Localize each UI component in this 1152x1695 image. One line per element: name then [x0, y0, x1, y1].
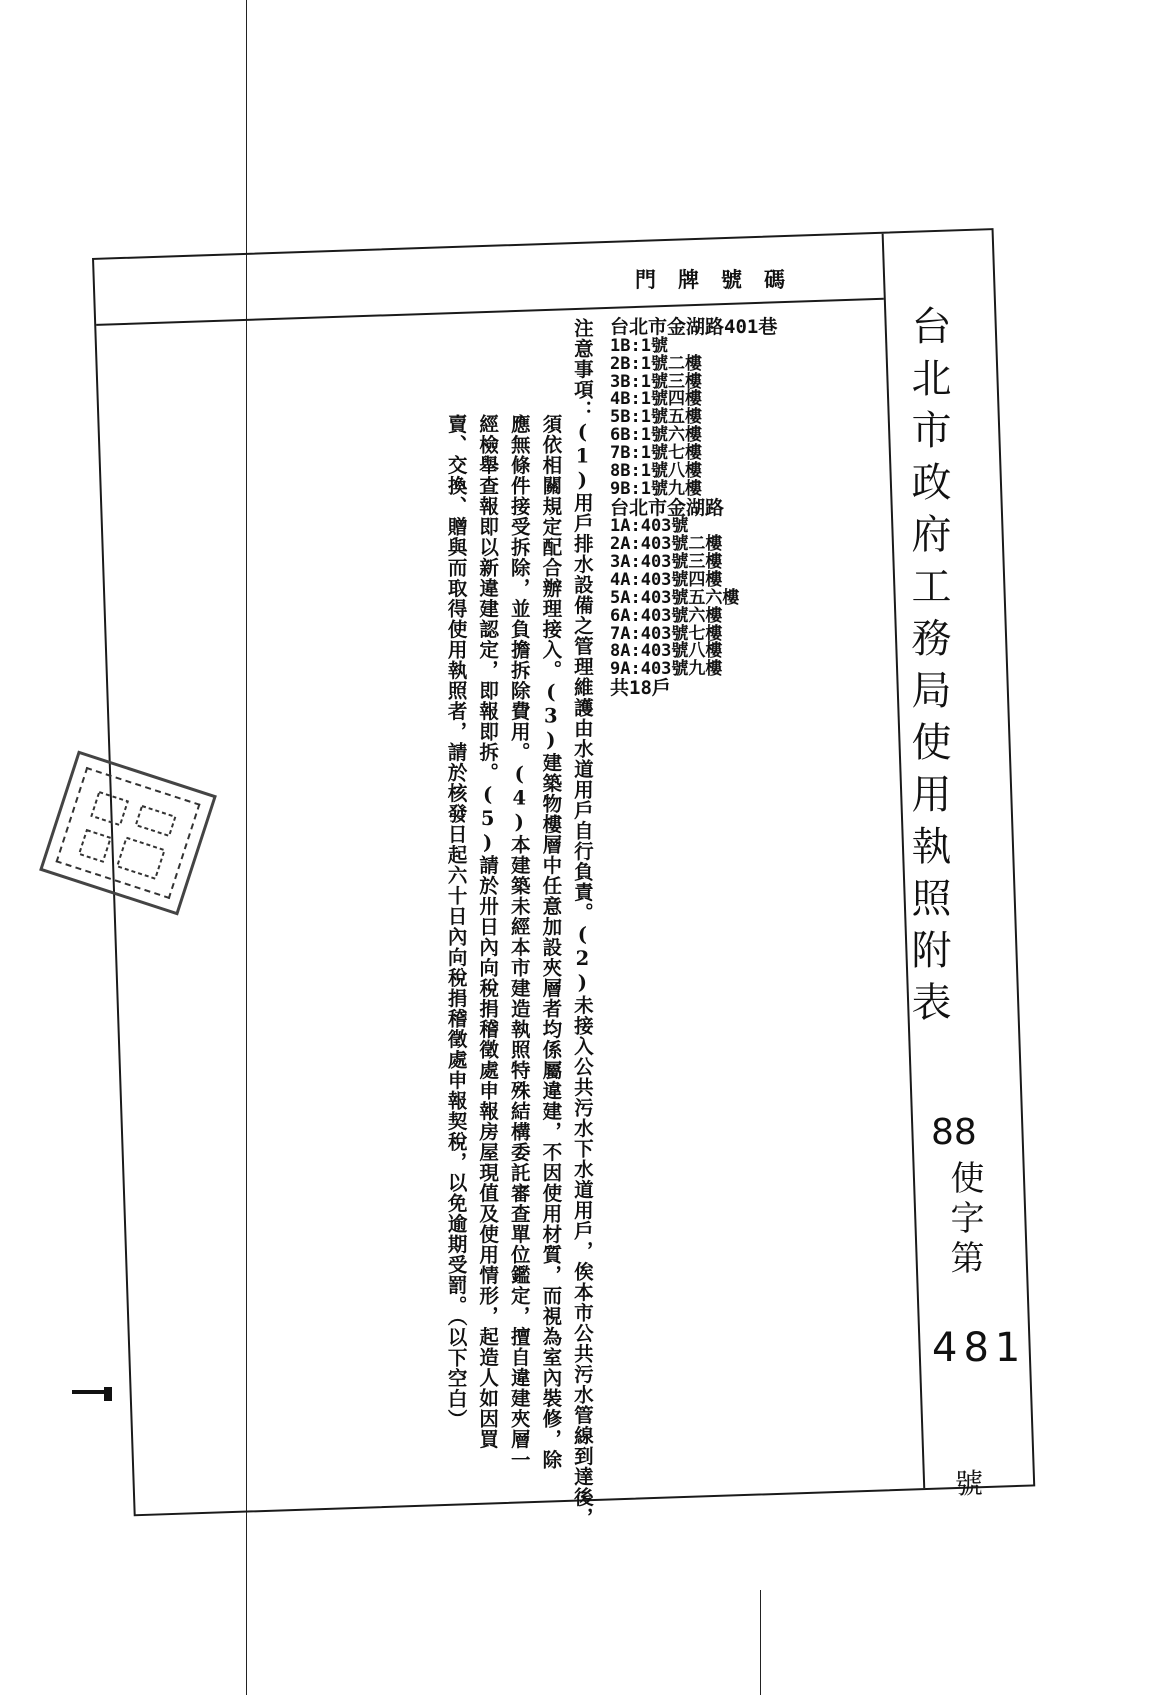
address-line: 1A:403號 — [610, 516, 689, 537]
address-line: 3A:403號三樓 — [610, 552, 723, 573]
permit-year: 88 — [931, 1112, 977, 1153]
address-line: 6B:1號六樓 — [610, 425, 702, 446]
address-line: 2A:403號二樓 — [610, 534, 723, 555]
address-line: 8B:1號八樓 — [610, 460, 702, 481]
address-line: 8A:403號八樓 — [610, 641, 723, 662]
address-line: 4B:1號四樓 — [610, 389, 702, 410]
address-line: 5B:1號五樓 — [610, 407, 702, 428]
address-line: 共18戶 — [610, 677, 671, 700]
address-header: 門牌號碼 — [635, 267, 807, 292]
address-line: 1B:1號 — [610, 335, 668, 356]
address-line: 7B:1號七樓 — [610, 443, 702, 463]
address-line: 台北市金湖路 — [610, 496, 725, 519]
form-title: 台北市政府工務局使用執照附表 — [905, 305, 951, 1033]
permit-type: 使字第 — [944, 1160, 984, 1280]
note-column: 經檢舉查報即以新違建認定，即報即拆。(5)請於卅日內向稅捐稽徵處申報房屋現值及使用情形，起造人如因買 — [476, 414, 500, 1450]
address-line: 2B:1號二樓 — [610, 353, 702, 374]
notes-block — [440, 318, 598, 1558]
address-line: 6A:403號六樓 — [610, 605, 723, 626]
address-line: 7A:403號七樓 — [610, 623, 723, 644]
address-line: 3B:1號三樓 — [610, 371, 702, 392]
address-line: 4A:403號四樓 — [610, 570, 723, 590]
note-column: 應無條件接受拆除，並負擔拆除費用。(4)本建築未經本市建造執照特殊結構委託審查單位鑑定，擅自違建夾層一 — [507, 414, 531, 1470]
note-column: 賣、交換、贈與而取得使用執照者，請於核發日起六十日內向稅捐稽徵處申報契稅，以免逾期受罰。（以下空白） — [444, 414, 468, 1430]
edge-mark-small — [104, 1387, 112, 1401]
address-line: 5A:403號五六樓 — [610, 587, 740, 608]
address-line: 9A:403號九樓 — [610, 659, 723, 680]
permit-number: 481 — [932, 1325, 1027, 1371]
permit-suffix: 號 — [955, 1467, 984, 1500]
address-line: 9B:1號九樓 — [610, 478, 702, 499]
note-column: 注意事項：(1)用戶排水設備之管理維護由水道用戶自行負責。(2)未接入公共污水下水道用戶，俟本市公共污水管線到達後， — [570, 318, 594, 1528]
note-column: 須依相關規定配合辦理接入。(3)建築物樓層中任意加設夾層者均係屬違建，不因使用材質，而視為室內裝修，除 — [539, 414, 563, 1470]
address-list — [610, 318, 777, 798]
address-line: 台北市金湖路401巷 — [610, 316, 778, 338]
scan-line-bottom — [760, 1590, 761, 1695]
